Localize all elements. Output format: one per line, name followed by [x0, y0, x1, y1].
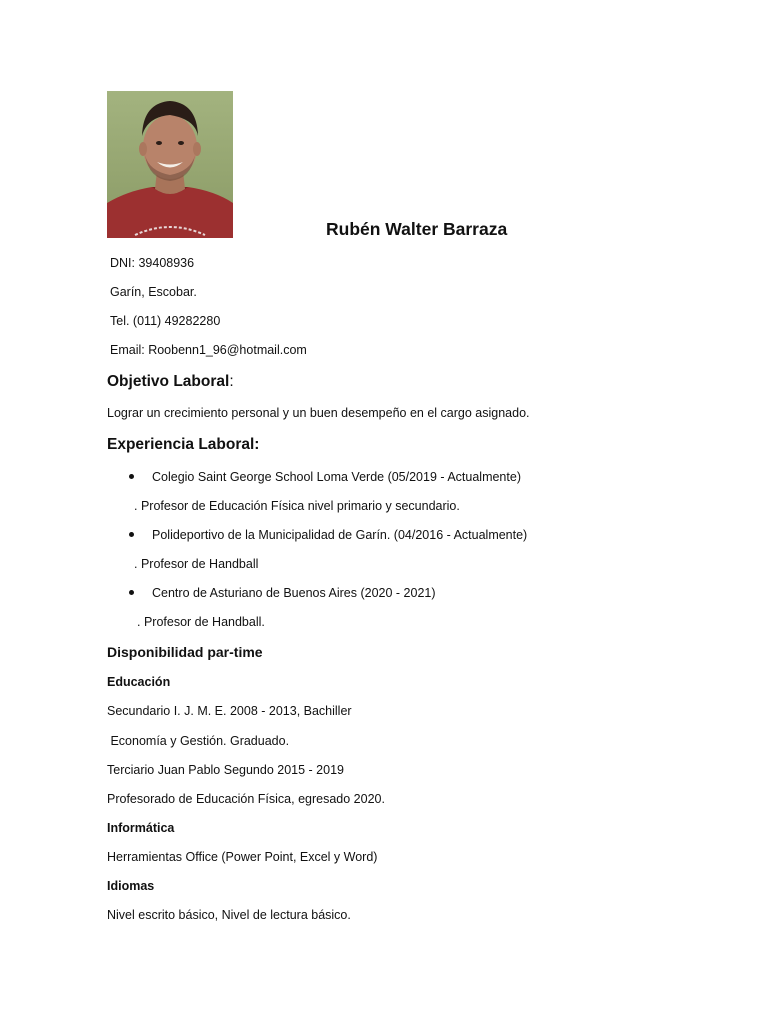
objective-heading [107, 373, 234, 391]
objective-heading-label: Objetivo Laboral [107, 373, 230, 390]
job-title: Polideportivo de la Municipalidad de Garín. (04/2016 - Actualmente) [152, 528, 528, 542]
profile-photo-image [107, 91, 233, 238]
education-heading: Educación [107, 675, 171, 689]
education-line: Economía y Gestión. Graduado. [107, 734, 290, 748]
objective-heading-colon: : [229, 373, 234, 390]
objective-text: Lograr un crecimiento personal y un buen desempeño en el cargo asignado. [107, 406, 530, 420]
languages-text: Nivel escrito básico, Nivel de lectura básico. [107, 908, 351, 922]
phone-text: Tel. (011) 49282280 [110, 314, 221, 328]
bullet-icon [129, 532, 134, 537]
job-description: . Profesor de Handball. [137, 615, 265, 629]
candidate-name: Rubén Walter Barraza [326, 219, 508, 239]
profile-photo [107, 91, 233, 238]
job-description: . Profesor de Handball [134, 557, 259, 571]
education-line: Terciario Juan Pablo Segundo 2015 - 2019 [107, 763, 344, 777]
computing-text: Herramientas Office (Power Point, Excel y Word) [107, 850, 378, 864]
bullet-icon [129, 474, 134, 479]
education-line: Profesorado de Educación Física, egresado 2020. [107, 792, 385, 806]
job-description: . Profesor de Educación Física nivel primario y secundario. [134, 499, 460, 513]
computing-heading: Informática [107, 821, 175, 835]
location-text: Garín, Escobar. [110, 285, 197, 299]
job-title: Centro de Asturiano de Buenos Aires (2020 - 2021) [152, 586, 436, 600]
experience-heading: Experiencia Laboral: [107, 436, 260, 453]
dni-text: DNI: 39408936 [110, 256, 195, 270]
education-line: Secundario I. J. M. E. 2008 - 2013, Bachiller [107, 704, 352, 718]
availability-heading: Disponibilidad par-time [107, 644, 263, 660]
languages-heading: Idiomas [107, 879, 155, 893]
email-text: Email: Roobenn1_96@hotmail.com [110, 343, 307, 357]
bullet-icon [129, 590, 134, 595]
job-title: Colegio Saint George School Loma Verde (05/2019 - Actualmente) [152, 470, 521, 484]
